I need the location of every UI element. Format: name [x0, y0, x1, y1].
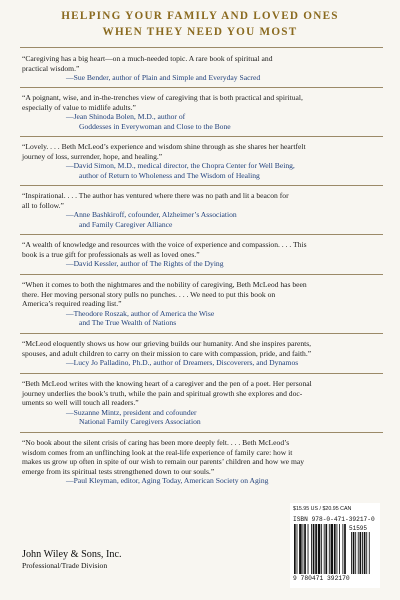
blurb-quote-line: “A poignant, wise, and in-the-trenches view of caregiving that is both practical and spiritual,	[22, 93, 303, 102]
blurb-quote-line: emerge from its spiritual tests strengthened down to our souls.”	[22, 466, 215, 476]
blurb-attribution: —Theodore Roszak, author of America the Wise	[66, 308, 215, 318]
blurb-quote-line: journey of loss, surrender, hope, and healing.”	[22, 151, 163, 161]
blurb-quote-line: spouses, and adult children to carry on their mission to care with compassion, pride, and faith.”	[22, 348, 312, 358]
blurb-divider	[20, 87, 383, 88]
blurb-quote-line: there. Her moving personal story pulls no punches. . . . We need to put this book on	[22, 289, 276, 299]
barcode-panel	[290, 503, 380, 588]
blurb-attribution: —David Kessler, author of The Rights of the Dying	[66, 259, 224, 269]
blurb-attribution: —Jean Shinoda Bolen, M.D., author of	[66, 112, 186, 122]
blurb-quote-line: “Inspirational. . . . The author has ventured where there was no path and lit a beacon for	[22, 191, 289, 200]
blurb-divider	[20, 333, 383, 334]
blurb-7	[22, 339, 384, 368]
blurb-quote-line: “Beth McLeod writes with the knowing heart of a caregiver and the pen of a poet. Her personal	[22, 379, 312, 388]
blurb-divider	[20, 373, 383, 374]
blurb-quote-line: book is a true gift for professionals as well as loved ones.”	[22, 249, 200, 259]
blurb-quote-line: “When it comes to both the nightmares and the nobility of caregiving, Beth McLeod has been	[22, 280, 307, 289]
headline-divider	[20, 47, 383, 48]
blurb-attribution: —Paul Kleyman, editor, Aging Today, American Society on Aging	[66, 476, 269, 486]
isbn-label: ISBN 978-0-471-39217-0	[293, 516, 375, 523]
blurb-attribution: Goddesses in Everywoman and Close to the Bone	[79, 121, 231, 131]
blurb-attribution: —Anne Bashkiroff, cofounder, Alzheimer’s Association	[66, 210, 237, 220]
blurb-attribution: author of Return to Wholeness and The Wisdom of Healing	[79, 170, 260, 180]
publisher-name: John Wiley & Sons, Inc.	[22, 549, 122, 560]
blurb-quote-line: “A wealth of knowledge and resources with the voice of experience and compassion. . . . This	[22, 240, 307, 249]
price-label: $15.95 US / $20.95 CAN	[293, 506, 352, 512]
blurb-quote-line: wisdom comes from an unflinching look at the real-life experience of family care: how it	[22, 447, 293, 457]
blurb-attribution: National Family Caregivers Association	[79, 417, 201, 427]
blurb-quote-line: “McLeod eloquently shows us how our grieving builds our humanity. And she inspires parents,	[22, 339, 312, 348]
blurb-attribution: —Suzanne Mintz, president and cofounder	[66, 407, 197, 417]
blurb-quote-line: all to follow.”	[22, 200, 64, 210]
blurb-attribution: and The True Wealth of Nations	[79, 318, 177, 328]
blurb-9	[22, 438, 384, 486]
blurb-3	[22, 142, 384, 180]
publisher-block	[22, 549, 122, 570]
blurb-1	[22, 54, 384, 83]
blurb-attribution: —Lucy Jo Palladino, Ph.D., author of Dreamers, Discoverers, and Dynamos	[66, 358, 299, 368]
cover-headline	[20, 8, 380, 40]
blurb-2	[22, 93, 384, 131]
blurb-6	[22, 280, 384, 328]
blurb-attribution: —Sue Bender, author of Plain and Simple and Everyday Sacred	[66, 73, 261, 83]
barcode-digits: 9 780471 392170	[293, 575, 350, 582]
blurb-divider	[20, 432, 383, 433]
blurb-quote-line: America’s required reading list.”	[22, 299, 122, 309]
blurb-attribution: and Family Caregiver Alliance	[79, 219, 173, 229]
blurb-divider	[20, 274, 383, 275]
blurb-quote-line: practical wisdom.”	[22, 63, 80, 73]
blurb-5	[22, 240, 384, 269]
blurb-quote-line: especially of value to midlife adults.”	[22, 102, 136, 112]
blurb-divider	[20, 185, 383, 186]
headline-line-2: WHEN THEY NEED YOU MOST	[102, 26, 298, 38]
addon-digits: 51595	[349, 525, 368, 532]
blurb-quote-line: journey underlies the book’s truth, while the pain and spiritual growth she explores and doc-	[22, 388, 303, 398]
headline-line-1: HELPING YOUR FAMILY AND LOVED ONES	[61, 10, 339, 22]
blurb-quote-line: “No book about the silent crisis of caring has been more deeply felt. . . . Beth McLeod’s	[22, 438, 290, 447]
blurb-quote-line: “Caregiving has a big heart—on a much-needed topic. A rare book of spiritual and	[22, 54, 273, 63]
publisher-division: Professional/Trade Division	[22, 561, 108, 570]
blurb-8	[22, 379, 384, 427]
blurb-4	[22, 191, 384, 229]
blurb-quote-line: uments so well will touch all readers.”	[22, 398, 139, 408]
blurb-attribution: —David Simon, M.D., medical director, the Chopra Center for Well Being,	[66, 161, 295, 171]
blurb-quote-line: makes us grow up often in spite of our wish to remain our parents’ children and how we may	[22, 457, 305, 467]
blurb-divider	[20, 234, 383, 235]
blurb-quote-line: “Lovely. . . . Beth McLeod’s experience and wisdom shine through as she shares her heartfelt	[22, 142, 306, 151]
blurb-divider	[20, 136, 383, 137]
